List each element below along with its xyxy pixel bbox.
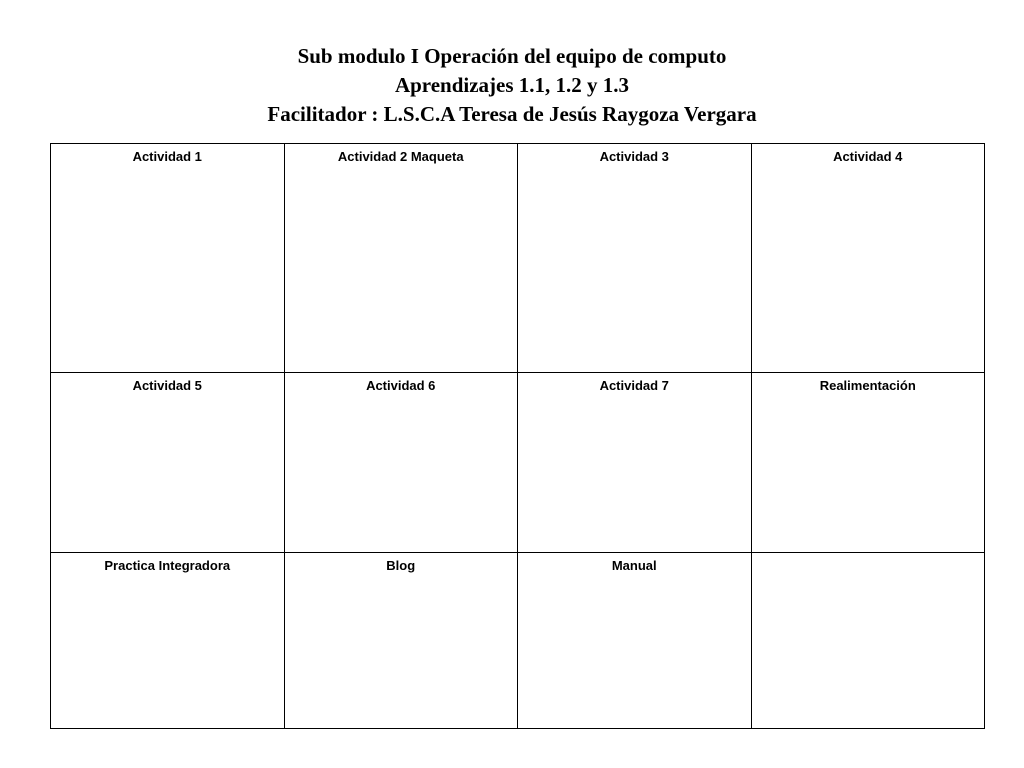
grid-cell: Actividad 1	[51, 144, 285, 373]
grid-cell: Practica Integradora	[51, 553, 285, 729]
grid-row-1	[51, 144, 985, 373]
grid-row-2	[51, 373, 985, 553]
header-facilitator: Facilitador : L.S.C.A Teresa de Jesús Raygoza Vergara	[267, 102, 757, 126]
grid-cell: Blog	[284, 553, 518, 729]
header-title: Sub modulo I Operación del equipo de computo	[297, 44, 727, 68]
grid-cell: Actividad 6	[284, 373, 518, 553]
activity-grid	[50, 143, 985, 729]
grid-cell: Actividad 7	[518, 373, 752, 553]
grid-cell: Actividad 5	[51, 373, 285, 553]
grid-cell-empty	[751, 553, 985, 729]
document-header	[0, 42, 1024, 129]
grid-row-3	[51, 553, 985, 729]
grid-cell: Realimentación	[751, 373, 985, 553]
grid-cell: Actividad 4	[751, 144, 985, 373]
grid-cell: Actividad 3	[518, 144, 752, 373]
grid-cell: Actividad 2 Maqueta	[284, 144, 518, 373]
grid-cell: Manual	[518, 553, 752, 729]
header-subtitle: Aprendizajes 1.1, 1.2 y 1.3	[394, 73, 630, 97]
